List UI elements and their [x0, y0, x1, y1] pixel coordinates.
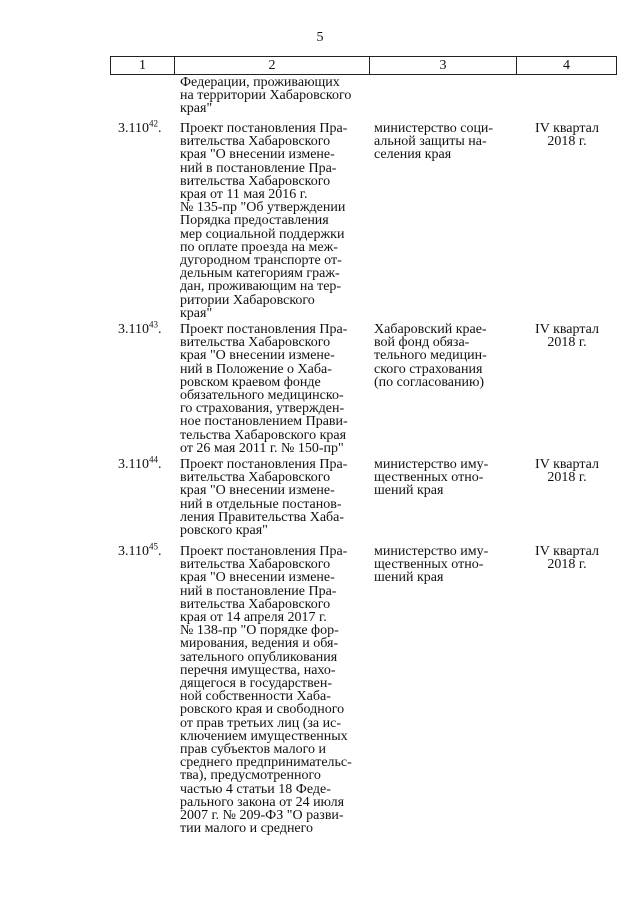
text-line: ное постановлением Прави-: [180, 414, 348, 430]
row-title: [180, 458, 368, 537]
text-line: вительства Хабаровского: [180, 134, 331, 150]
text-line: тельства Хабаровского края: [180, 427, 347, 443]
text-line: 2018 г.: [547, 557, 587, 573]
text-line: 2007 г. № 209-ФЗ "О разви-: [180, 808, 344, 824]
text-line: ского страхования: [374, 361, 483, 377]
row-executor: [374, 323, 514, 389]
text-line: тельного медицин-: [374, 348, 487, 364]
text-line: № 138-пр "О порядке фор-: [180, 623, 339, 639]
text-line: среднего предпринимательс-: [180, 755, 352, 771]
text-line: дельным категориям граж-: [180, 266, 340, 282]
row-number-suffix: .: [157, 121, 162, 136]
text-line: вительства Хабаровского: [180, 557, 331, 573]
text-line: вой фонд обяза-: [374, 335, 470, 351]
text-line: шений края: [374, 570, 444, 586]
text-line: Проект постановления Пра-: [180, 121, 348, 136]
text-line: Хабаровский крае-: [374, 322, 487, 337]
text-line: края "О внесении измене-: [180, 570, 335, 586]
text-line: ритории Хабаровского: [180, 292, 315, 308]
row-number-superscript: 44: [148, 454, 158, 465]
text-line: рального закона от 24 июля: [180, 794, 345, 810]
row-number-superscript: 43: [148, 319, 158, 330]
row-number-base: 3.110: [118, 121, 149, 136]
text-line: ний в постановление Пра-: [180, 160, 337, 176]
text-line: ключением имущественных: [180, 728, 348, 744]
row-title: [180, 545, 368, 835]
text-line: по оплате проезда на меж-: [180, 239, 338, 255]
text-line: 2018 г.: [547, 335, 587, 351]
page-number: 5: [316, 30, 324, 45]
row-number-base: 3.110: [118, 544, 149, 559]
text-line: ний в Положение о Хаба-: [180, 361, 332, 377]
text-line: министерство соци-: [374, 121, 494, 136]
text-line: прав субъектов малого и: [180, 742, 327, 758]
row-number: [118, 319, 176, 337]
row-number-superscript: 42: [148, 118, 158, 129]
row-number-suffix: .: [157, 457, 162, 472]
row-executor: [374, 122, 514, 162]
row-number-superscript: 45: [148, 541, 158, 552]
text-line: края": [180, 305, 213, 321]
text-line: ний в отдельные постанов-: [180, 496, 342, 512]
text-line: министерство иму-: [374, 457, 489, 472]
column-header-1: 1: [111, 57, 175, 75]
row-term: [524, 323, 610, 349]
text-line: частью 4 статьи 18 Феде-: [180, 781, 331, 797]
text-line: IV квартал: [535, 121, 599, 136]
text-line: селения края: [374, 147, 452, 163]
text-line: ровском краевом фонде: [180, 374, 321, 390]
text-line: на территории Хабаровского: [180, 88, 352, 104]
text-line: мирования, ведения и обя-: [180, 636, 339, 652]
text-line: IV квартал: [535, 544, 599, 559]
text-line: обязательного медицинско-: [180, 388, 344, 404]
text-line: № 135-пр "Об утверждении: [180, 200, 346, 216]
column-header-2: 2: [175, 57, 370, 75]
row-number: [118, 118, 176, 136]
row-number: [118, 541, 176, 559]
text-line: Проект постановления Пра-: [180, 544, 348, 559]
text-line: вительства Хабаровского: [180, 335, 331, 351]
text-line: ровского края и свободного: [180, 702, 345, 718]
row-title: [180, 122, 368, 320]
text-line: тва), предусмотренного: [180, 768, 321, 784]
text-line: дан, проживающим на тер-: [180, 279, 342, 295]
text-line: дугородном транспорте от-: [180, 253, 342, 269]
text-line: от 26 мая 2011 г. № 150-пр": [180, 440, 344, 456]
row-number-suffix: .: [157, 322, 162, 337]
text-line: IV квартал: [535, 322, 599, 337]
text-line: края "О внесении измене-: [180, 348, 335, 364]
text-line: зательного опубликования: [180, 649, 338, 665]
continuation-text: [180, 76, 368, 116]
row-executor: [374, 458, 514, 498]
text-line: 2018 г.: [547, 134, 587, 150]
text-line: 2018 г.: [547, 470, 587, 486]
text-line: Порядка предоставления: [180, 213, 329, 229]
column-header-3: 3: [370, 57, 517, 75]
text-line: щественных отно-: [374, 557, 484, 573]
text-line: министерство иму-: [374, 544, 489, 559]
text-line: ний в постановление Пра-: [180, 583, 337, 599]
column-header-table: [110, 56, 617, 75]
text-line: вительства Хабаровского: [180, 596, 331, 612]
text-line: вительства Хабаровского: [180, 470, 331, 486]
text-line: щественных отно-: [374, 470, 484, 486]
row-number-suffix: .: [157, 544, 162, 559]
text-line: края": [180, 101, 213, 117]
row-term: [524, 458, 610, 484]
text-line: дящегося в государствен-: [180, 676, 333, 692]
row-executor: [374, 545, 514, 585]
text-line: края "О внесении измене-: [180, 147, 335, 163]
text-line: альной защиты на-: [374, 134, 487, 150]
row-number-base: 3.110: [118, 457, 149, 472]
column-header-4: 4: [517, 57, 617, 75]
text-line: Проект постановления Пра-: [180, 322, 348, 337]
text-line: от прав третьих лиц (за ис-: [180, 715, 341, 731]
row-number-base: 3.110: [118, 322, 149, 337]
text-line: перечня имущества, нахо-: [180, 662, 336, 678]
text-line: шений края: [374, 483, 444, 499]
text-line: IV квартал: [535, 457, 599, 472]
text-line: тии малого и среднего: [180, 821, 314, 837]
text-line: Федерации, проживающих: [180, 75, 340, 90]
text-line: вительства Хабаровского: [180, 173, 331, 189]
text-line: мер социальной поддержки: [180, 226, 345, 242]
text-line: ной собственности Хаба-: [180, 689, 331, 705]
text-line: края от 11 мая 2016 г.: [180, 187, 308, 203]
text-line: края "О внесении измене-: [180, 483, 335, 499]
text-line: края от 14 апреля 2017 г.: [180, 610, 327, 626]
text-line: (по согласованию): [374, 374, 485, 390]
row-term: [524, 545, 610, 571]
row-term: [524, 122, 610, 148]
text-line: го страхования, утвержден-: [180, 401, 345, 417]
text-line: Проект постановления Пра-: [180, 457, 348, 472]
row-number: [118, 454, 176, 472]
text-line: ровского края": [180, 523, 268, 539]
text-line: ления Правительства Хаба-: [180, 509, 345, 525]
row-title: [180, 323, 368, 455]
